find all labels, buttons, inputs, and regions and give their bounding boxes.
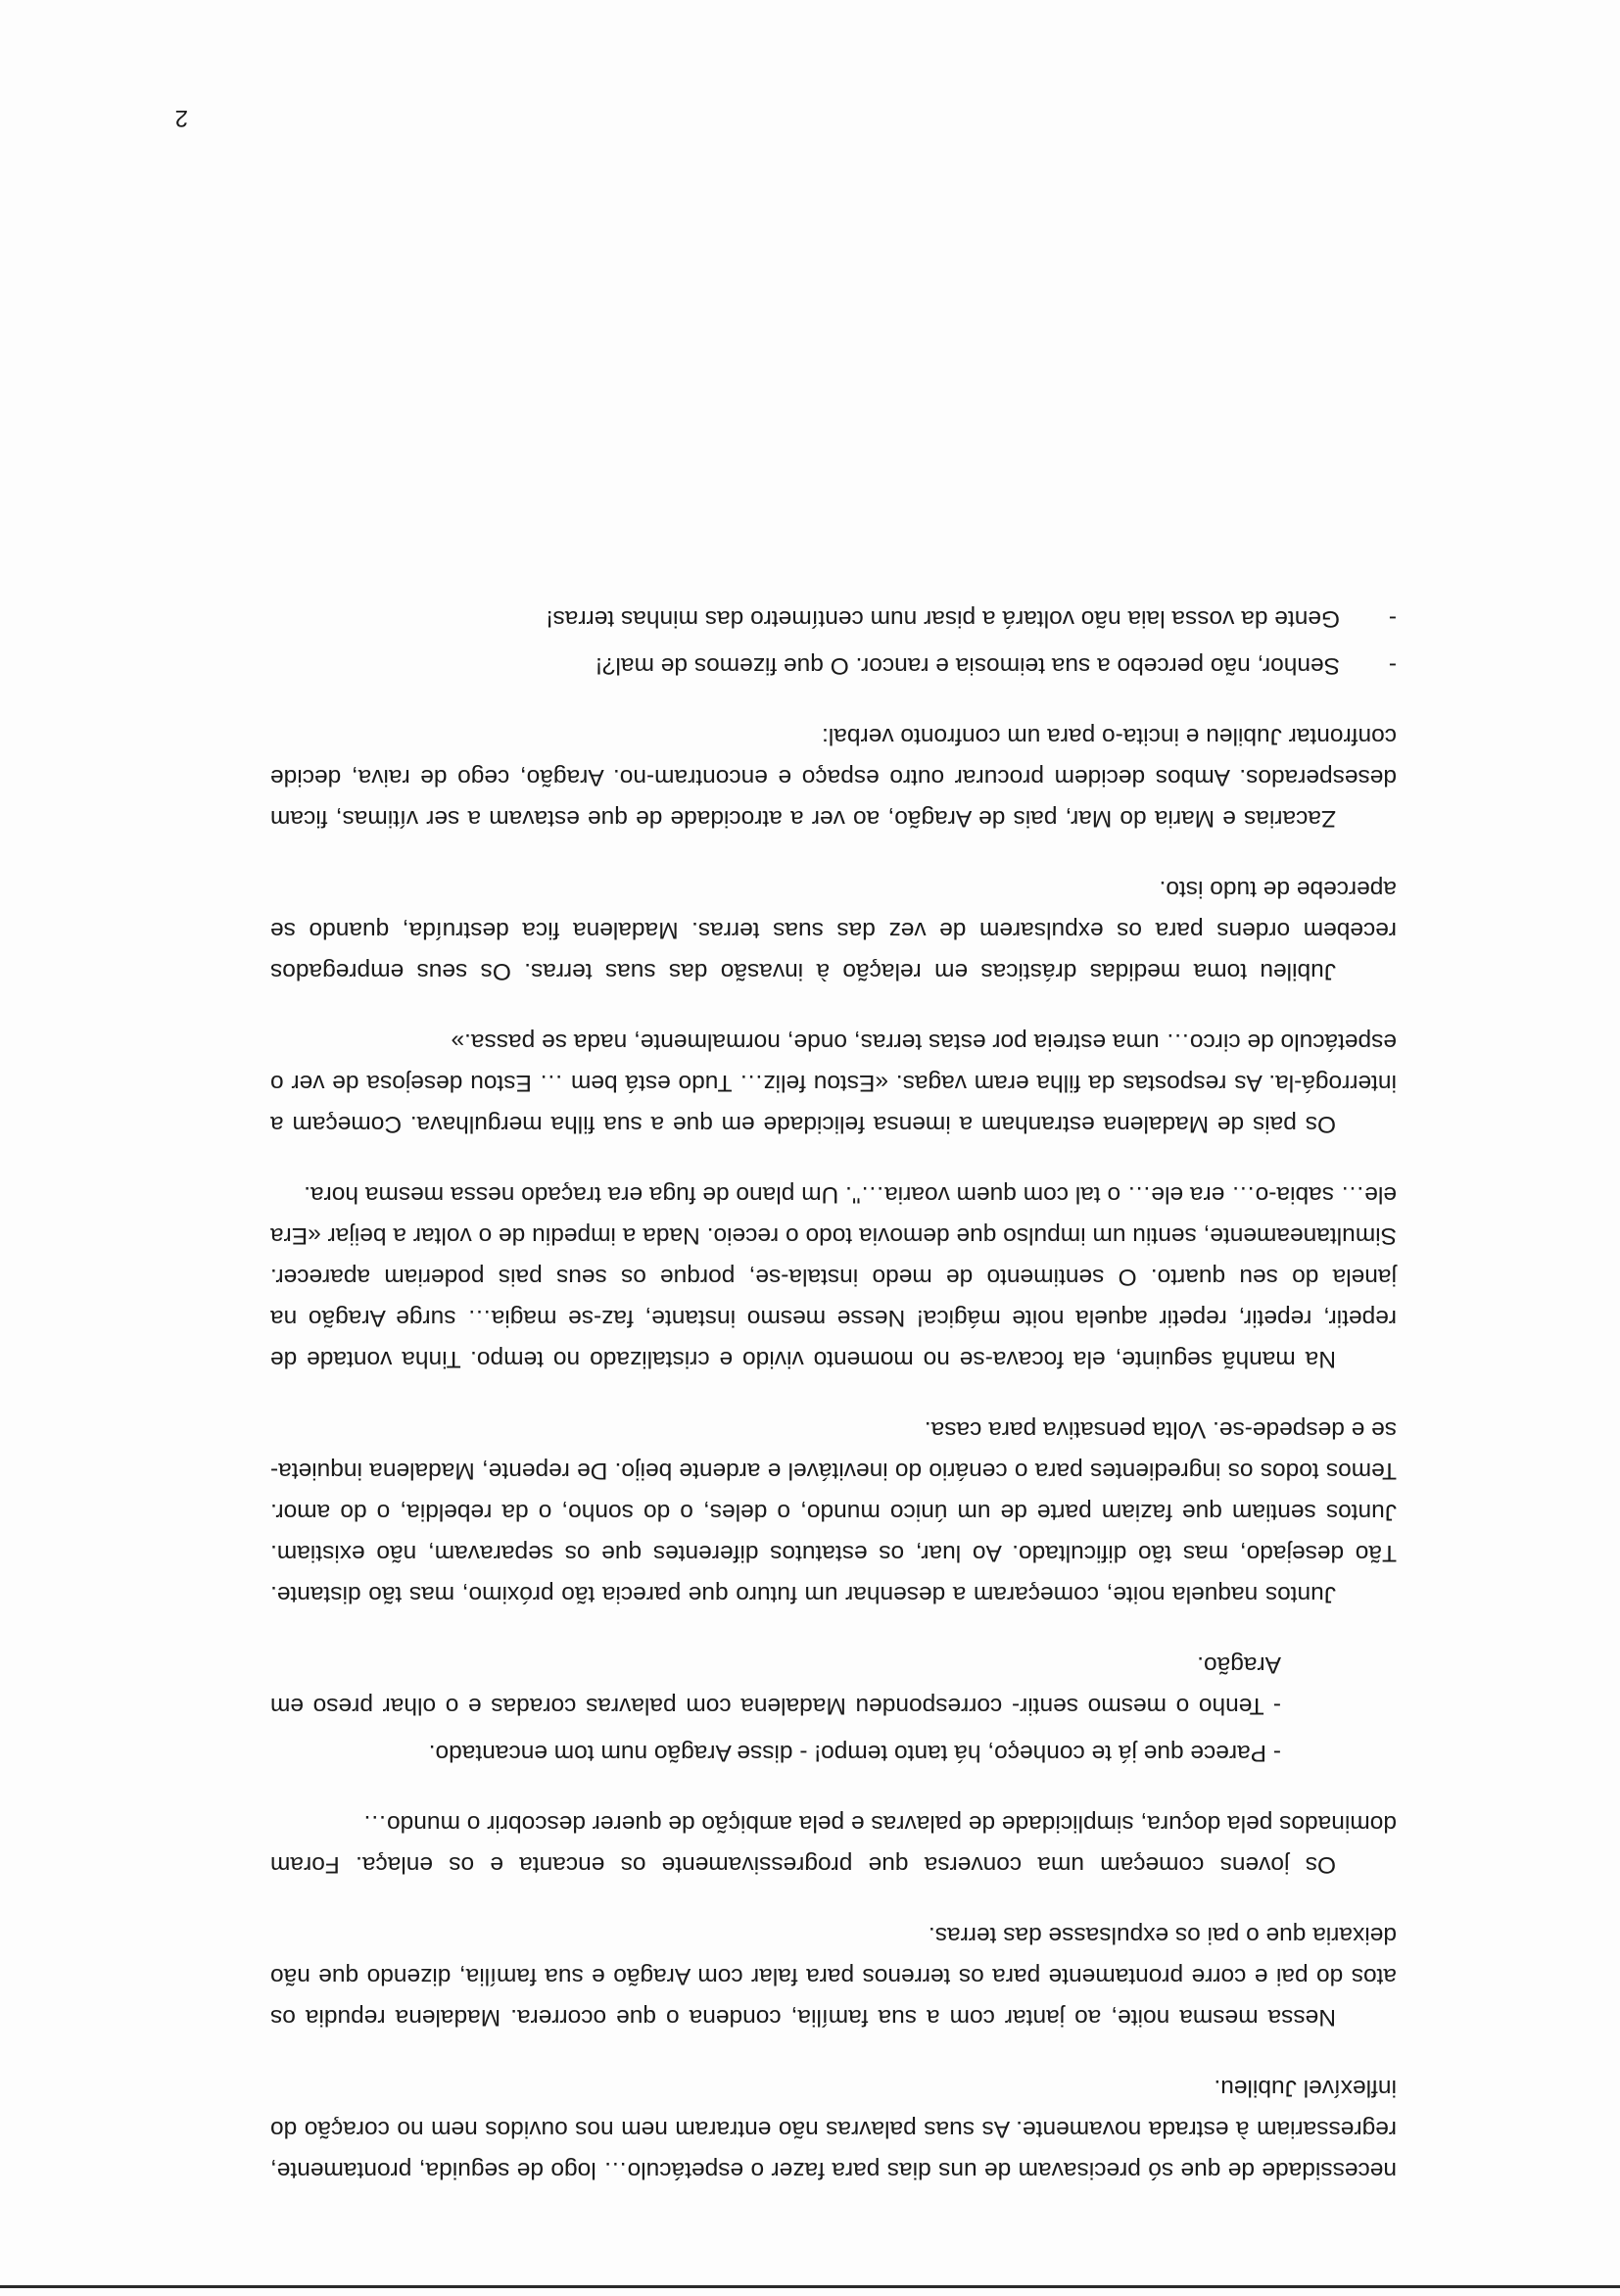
document-body xyxy=(270,568,1397,2190)
dialogue-dash: - xyxy=(1388,605,1397,632)
paragraph: Juntos naquela noite, começaram a desenhar um futuro que parecia tão próximo, mas tão distante. Tão desejado, mas tão dificultado. Ao luar, os estatutos diferentes que os separavam, não existiam. Juntos sentiam que faziam parte de um único mundo, o deles, o do sonho, o da rebeldia, o do amor. Temos todos os ingredientes para o cenário do inevitável e ardente beijo. De repente, Madalena inquieta-se e despede-se. Volta pensativa para casa. xyxy=(270,1416,1397,1607)
paragraph: Nessa mesma noite, ao jantar com a sua família, condena o que ocorrera. Madalena repudia os atos do pai e corre prontamente para os terrenos para falar com Aragão e sua família, dizendo que não deixaria que o pai os expulsasse das terras. xyxy=(270,1922,1397,2031)
dialogue-text: Senhor, não percebo a sua teimosia e rancor. O que fizemos de mal?! xyxy=(596,652,1340,679)
page-number: 2 xyxy=(174,105,188,131)
dialogue-dash: - xyxy=(1388,652,1397,679)
paragraph: Zacarias e Maria do Mar, pais de Aragão, ao ver a atrocidade de que estavam a ser vítimas, ficam desesperados. Ambos decidem procurar outro espaço e encontram-no. Aragão, cego de raiva, decide confrontar Jubileu e incita-o para um confronto verbal: xyxy=(270,723,1397,832)
dialogue-line: - Parece que já te conheço, há tanto tempo! - disse Aragão num tom encantado. xyxy=(428,1740,1281,1766)
paragraph: Na manhã seguinte, ela focava-se no momento vivido e cristalizado no tempo. Tinha vontade de repetir, repetir, repetir aquela noite mágica! Nesse mesmo instante, faz-se magia… surge Aragão na janela do seu quarto. O sentimento de medo instala-se, porque os seus pais poderiam aparecer. Simultaneamente, sentiu um impulso que demovia todo o receio. Nada a impediu de o voltar a beijar «Era ele… sabia-o… era ele… o tal com quem voaria…". Um plano de fuga era traçado nessa mesma hora. xyxy=(270,1181,1397,1372)
paragraph: Jubileu toma medidas drásticas em relação à invasão das suas terras. Os seus empregados recebem ordens para os expulsarem de vez das suas terras. Madalena fica destruída, quando se apercebe de tudo isto. xyxy=(270,876,1397,984)
dialogue-line xyxy=(270,645,1397,686)
paragraph: Os jovens começam uma conversa que progressivamente os encanta e os enlaça. Foram dominados pela doçura, simplicidade de palavras e pela ambição de querer descobrir o mundo… xyxy=(270,1810,1397,1878)
scan-edge-line xyxy=(0,2285,1620,2288)
dialogue-line xyxy=(270,598,1397,639)
dialogue-text: Gente da vossa laia não voltará a pisar num centímetro das minhas terras! xyxy=(546,605,1340,632)
dialogue-line: - Tenho o mesmo sentir- correspondeu Madalena com palavras coradas e o olhar preso em Aragão. xyxy=(270,1651,1281,1719)
paragraph: Os pais de Madalena estranham a imensa felicidade em que a sua filha mergulhava. Começam a interrogá-la. As respostas da filha eram vagas. «Estou feliz… Tudo está bem … Estou desejosa de ver o espetáculo de circo… uma estreia por estas terras, onde, normalmente, nada se passa.» xyxy=(270,1028,1397,1137)
paragraph: necessidade de que só precisavam de uns dias para fazer o espetáculo… logo de seguida, prontamente, regressariam à estrada novamente. As suas palavras não entraram nem nos ouvidos nem no coração do inflexível Jubileu. xyxy=(270,2075,1397,2183)
